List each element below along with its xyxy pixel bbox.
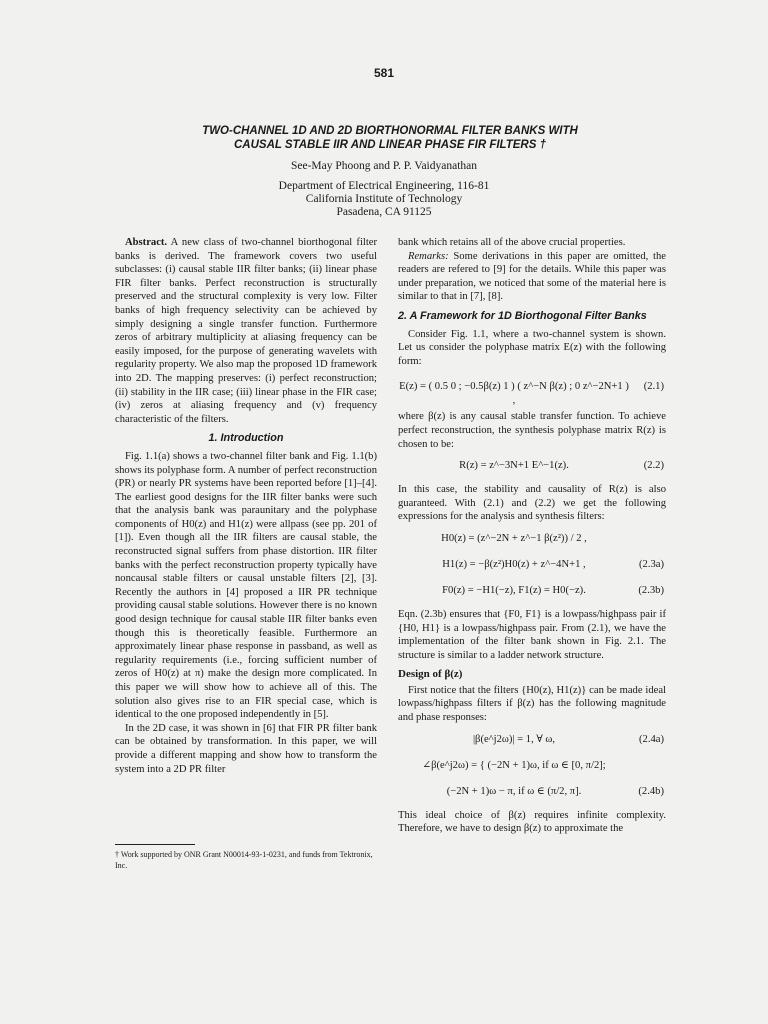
footnote-rule [115,844,195,845]
section-2-paragraph-2: where β(z) is any causal stable transfer function. To achieve perfect reconstruction, the synthesis polyphase matrix R(z) is chosen to be: [398,411,666,450]
remarks-text: Some derivations in this paper are omitted, the readers are refered to [9] for the details. While this paper was under preparation, we noticed that some of the material here is similar to that in [7], [8]. [398,250,666,303]
equation-2-4a-number: (2.4a) [639,733,664,745]
title-line-2: CAUSAL STABLE IIR AND LINEAR PHASE FIR FILTERS † [233,139,546,151]
equation-2-1-body: E(z) = ( 0.5 0 ; −0.5β(z) 1 ) ( z^−N β(z) ; 0 z^−2N+1 ) , [399,381,629,406]
equation-2-3b-number: (2.3b) [638,584,664,596]
equation-2-3a-line-2 [398,556,666,576]
equation-2-3a-line-2-body: H1(z) = −β(z²)H0(z) + z^−4N+1 , [442,558,586,570]
equation-2-4b-line-2-body: (−2N + 1)ω − π, if ω ∈ (π/2, π]. [446,785,582,797]
equation-2-3b-body: F0(z) = −H1(−z), F1(z) = H0(−z). [442,584,586,596]
design-heading: Design of β(z) [398,668,463,681]
equation-2-2-body: R(z) = z^−3N+1 E^−1(z). [459,460,569,472]
abstract-text: A new class of two-channel biorthogonal filter banks is derived. The framework covers two useful subclasses: (i) causal stable IIR filter banks; (ii) linear phase FIR filter banks. Perfect reconstruction is structurally preserved and the structural complexity is very low. Filter banks of high frequency selectivity can be achieved by simply designing a single transfer function. Furthermore zeros of arbitrary multiplicity at aliasing frequency can be easily imposed, for the purpose of generating wavelets with regularity property. We also map the proposed 1D framework into 2D. The mapping preserves: (i) perfect reconstruction; (ii) stability in the IIR case; (iii) linear phase in the FIR case; (iv) zeros at aliasing frequency and (v) frequency characteristic of the filters. [115,237,377,425]
section-2-paragraph-4: Eqn. (2.3b) ensures that {F0, F1} is a lowpass/highpass pair if {H0, H1} is a lowpass/highpass pair. From (2.1), we have the implementation of the filter bank shown in Fig. 2.1. The structure is similar to a ladder network structure. [398,608,666,661]
footnote: † Work supported by ONR Grant N00014-93-1-0231, and funds from Tektronix, Inc. [115,850,373,870]
left-column [115,236,377,776]
section-2-paragraph-3: In this case, the stability and causality of R(z) is also guaranteed. With (2.1) and (2.2) we get the following expressions for the analysis and synthesis filters: [398,484,666,523]
equation-2-4b-line-2 [398,783,666,803]
right-column [398,236,666,836]
page-number: 581 [373,66,395,80]
design-paragraph-2: This ideal choice of β(z) requires infinite complexity. Therefore, we have to design β(z) to approximate the [398,809,666,835]
right-paragraph-1: bank which retains all of the above crucial properties. [398,237,626,248]
equation-2-3a-number: (2.3a) [639,558,664,570]
authors: See-May Phoong and P. P. Vaidyanathan [290,160,477,172]
equation-2-4b-number: (2.4b) [638,785,664,797]
equation-2-2 [398,457,666,477]
equation-2-4b-line-1 [398,757,666,777]
equation-2-2-number: (2.2) [643,460,664,472]
paper-title [150,124,630,152]
section-1-heading: 1. Introduction [208,432,284,445]
remarks-label: Remarks: [408,250,449,262]
section-2-paragraph-1: Consider Fig. 1.1, where a two-channel system is shown. Let us consider the polyphase matrix E(z) with the following form: [398,328,666,367]
affiliation-line-1: Department of Electrical Engineering, 116-81 [278,180,490,192]
design-paragraph-1: First notice that the filters {H0(z), H1(z)} can be made ideal lowpass/highpass filters if β(z) has the following magnitude and phase responses: [398,684,666,724]
affiliation-line-2: California Institute of Technology [305,193,463,205]
abstract [115,236,377,426]
intro-paragraph-2: In the 2D case, it was shown in [6] that FIR PR filter bank can be obtained by transformation. In this paper, we will provide a different mapping and show how to transform the system into a 2D PR filter [115,722,377,775]
section-2-heading: 2. A Framework for 1D Biorthogonal Filter Banks [398,309,647,322]
equation-2-3b [398,582,666,602]
equation-2-1-number: (2.1) [643,381,664,393]
equation-2-3a-line-1 [398,530,666,550]
intro-paragraph-1: Fig. 1.1(a) shows a two-channel filter bank and Fig. 1.1(b) shows its polyphase form. A number of perfect reconstruction (PR) or nearly PR systems have been reported before [1]–[4]. The earliest good designs for the IIR filter banks were such that the analysis bank was paraunitary and the polyphase components of H0(z) and H1(z) were allpass (see pp. 201 of [1]). Even though all the IIR filters are causal stable, the reconstructed signal suffers from phase distortion. IIR filter banks with the perfect reconstruction property typically have noncausal stable filters or causal unstable filters [2], [3]. Recently the authors in [4] proposed a IIR PR technique providing causal stable solutions. However there is no known good design technique for causal stable IIR filter banks even though this is theoretically feasible. Furthermore an approximately linear phase response in passband, as well as regularity requirements (i.e., forcing sufficient number of zeros of H0(z) at π) make the design more complicated. In this paper we will show how to achieve all of this. The solution also gives rise to an FIR special case, which is identical to the one proposed independently in [5]. [115,450,377,721]
equation-2-4b-line-1-body: ∠β(e^j2ω) = { (−2N + 1)ω, if ω ∈ [0, π/2]; [422,759,606,771]
equation-2-4a-body: |β(e^j2ω)| = 1, ∀ ω, [472,733,556,745]
title-line-1: TWO-CHANNEL 1D AND 2D BIORTHONORMAL FILTER BANKS WITH [202,125,578,137]
equation-2-3a-line-1-body: H0(z) = (z^−2N + z^−1 β(z²)) / 2 , [441,532,587,544]
abstract-label: Abstract. [125,237,168,248]
affiliation-line-3: Pasadena, CA 91125 [336,206,432,218]
affiliation [0,180,768,219]
remarks-paragraph [398,250,666,304]
equation-2-1 [398,374,666,404]
equation-2-4a [398,731,666,751]
